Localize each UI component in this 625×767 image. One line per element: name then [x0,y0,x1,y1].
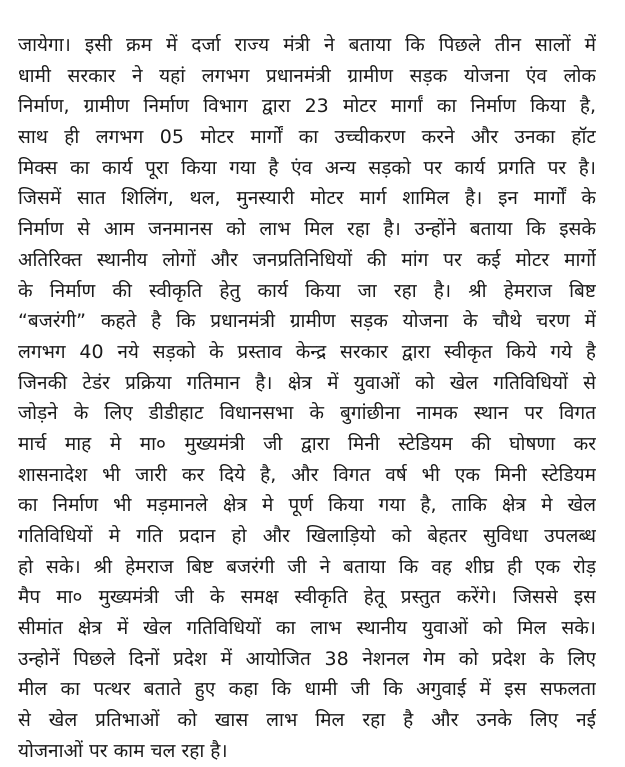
text-line: निर्माण से आम जनमानस को लाभ मिल रहा है। उन्होंने बताया कि इसके [18,218,596,241]
text-line: सीमांत क्षेत्र में खेल गतिविधियों का लाभ स्थानीय युवाओं को मिल सके। [18,617,596,640]
text-line: मिक्स का कार्य पूरा किया गया है एंव अन्य सड़को पर कार्य प्रगति पर है। [18,156,596,179]
text-line: जिसमें सात शिलिंग, थल, मुनस्यारी मोटर मार्ग शामिल है। इन मार्गों के [18,187,596,210]
text-line: के निर्माण की स्वीकृति हेतु कार्य किया जा रहा है। श्री हेमराज बिष्ट [18,279,596,302]
text-line: से खेल प्रतिभाओं को खास लाभ मिल रहा है और उनके लिए नई [18,709,596,732]
text-line: गतिविधियों मे गति प्रदान हो और खिलाड़ियो को बेहतर सुविधा उपलब्ध [18,525,596,547]
text-line: मील का पत्थर बताते हुए कहा कि धामी जी कि अगुवाई में इस सफलता [18,678,596,701]
text-line: हो सके। श्री हेमराज बिष्ट बजरंगी जी ने बताया कि वह शीघ्र ही एक रोड़ [18,555,596,578]
text-line: मैप मा० मुख्यमंत्री जी के समक्ष स्वीकृति हेतू प्रस्तुत करेंगे। जिससे इस [18,586,596,609]
text-line: साथ ही लगभग 05 मोटर मार्गों का उच्चीकरण करने और उनका हॉट [18,126,596,149]
text-line: जिनकी टेडंर प्रक्रिया गतिमान है। क्षेत्र में युवाओं को खेल गतिविधियों से [18,371,596,394]
text-line: उन्होनें पिछले दिनों प्रदेश में आयोजित 38 नेशनल गेम को प्रदेश के लिए [18,647,596,670]
text-line: निर्माण, ग्रामीण निर्माण विभाग द्वारा 23 मोटर मार्गां का निर्माण किया है, [18,95,596,118]
text-line: मार्च माह मे मा० मुख्यमंत्री जी द्वारा मिनी स्टेडियम की घोषणा कर [18,432,596,455]
document-body [18,30,596,767]
text-line: शासनादेश भी जारी कर दिये है, और विगत वर्ष भी एक मिनी स्टेडियम [18,463,596,486]
text-line: “बजरंगी” कहते है कि प्रधानमंत्री ग्रामीण सड़क योजना के चौथे चरण में [18,310,596,333]
text-line: धामी सरकार ने यहां लगभग प्रधानमंत्री ग्रामीण सड़क योजना एंव लोक [18,64,596,87]
text-line: जायेगा। इसी क्रम में दर्जा राज्य मंत्री ने बताया कि पिछले तीन सालों में [18,34,596,56]
text-line: अतिरिक्त स्थानीय लोगों और जनप्रतिनिधियों की मांग पर कई मोटर मार्गो [18,248,596,271]
text-line: योजनाओं पर काम चल रहा है। [18,739,228,762]
text-line: लगभग 40 नये सड़को के प्रस्ताव केन्द्र सरकार द्वारा स्वीकृत किये गये है [18,340,596,363]
text-line: जोड़ने के लिए डीडीहाट विधानसभा के बुगांछीना नामक स्थान पर विगत [18,402,596,425]
text-line: का निर्माण भी मड़मानले क्षेत्र मे पूर्ण किया गया है, ताकि क्षेत्र मे खेल [18,494,596,517]
